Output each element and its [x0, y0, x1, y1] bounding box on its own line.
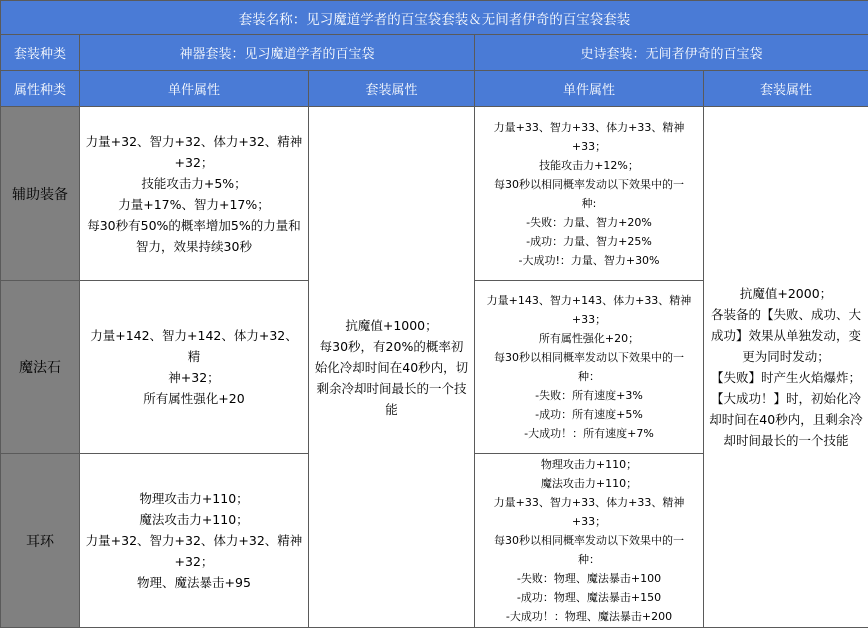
- text-line: 能: [313, 399, 470, 420]
- text-line: 种:: [479, 194, 699, 213]
- epic-earring-attrs: [475, 454, 704, 628]
- row-label-earring: 耳环: [1, 454, 80, 628]
- text-line: 种：: [479, 367, 699, 386]
- text-line: -大成功!：力量、智力+30%: [479, 251, 699, 270]
- text-line: 所有属性强化+20；: [479, 329, 699, 348]
- artifact-earring-attrs: [80, 454, 309, 628]
- artifact-set-attr-header: 套装属性: [309, 71, 475, 107]
- text-line: 每30秒以相同概率发动以下效果中的一: [479, 175, 699, 194]
- text-line: -成功：所有速度+5%: [479, 405, 699, 424]
- text-line: +33；: [479, 512, 699, 531]
- text-line: 技能攻击力+12%；: [479, 156, 699, 175]
- artifact-set-name: 神器套装：见习魔道学者的百宝袋: [80, 35, 475, 71]
- epic-set-bonus: [704, 107, 868, 628]
- text-line: 神+32；: [84, 367, 304, 388]
- artifact-single-attr-header: 单件属性: [80, 71, 309, 107]
- text-line: 技能攻击力+5%；: [84, 173, 304, 194]
- text-line: 物理攻击力+110；: [479, 455, 699, 474]
- row-label-assist: 辅助装备: [1, 107, 80, 281]
- attr-type-label: 属性种类: [1, 71, 80, 107]
- text-line: 力量+142、智力+142、体力+32、精: [84, 325, 304, 367]
- text-line: 却时间最长的一个技能: [708, 430, 864, 451]
- text-line: 力量+33、智力+33、体力+33、精神: [479, 493, 699, 512]
- text-line: 力量+33、智力+33、体力+33、精神: [479, 118, 699, 137]
- text-line: 成功】效果从单独发动，变: [708, 325, 864, 346]
- text-line: 力量+32、智力+32、体力+32、精神: [84, 131, 304, 152]
- text-line: 每30秒，有20%的概率初: [313, 336, 470, 357]
- artifact-magic-stone-attrs: [80, 281, 309, 454]
- text-line: -失败：力量、智力+20%: [479, 213, 699, 232]
- text-line: -失败：所有速度+3%: [479, 386, 699, 405]
- text-line: +32；: [84, 152, 304, 173]
- text-line: 物理攻击力+110；: [84, 488, 304, 509]
- row-label-magic-stone: 魔法石: [1, 281, 80, 454]
- text-line: 力量+143、智力+143、体力+33、精神: [479, 291, 699, 310]
- text-line: -大成功！：物理、魔法暴击+200: [479, 607, 699, 626]
- set-title: 套装名称：见习魔道学者的百宝袋套装＆无间者伊奇的百宝袋套装: [1, 1, 868, 35]
- artifact-assist-attrs: [80, 107, 309, 281]
- text-line: 魔法攻击力+110；: [479, 474, 699, 493]
- epic-single-attr-header: 单件属性: [475, 71, 704, 107]
- text-line: +32；: [84, 551, 304, 572]
- text-line: 【大成功！】时，初始化冷: [708, 388, 864, 409]
- text-line: 力量+17%、智力+17%；: [84, 194, 304, 215]
- text-line: 智力，效果持续30秒: [84, 236, 304, 257]
- text-line: 剩余冷却时间最长的一个技: [313, 378, 470, 399]
- text-line: 【失败】时产生火焰爆炸；: [708, 367, 864, 388]
- epic-set-attr-header: 套装属性: [704, 71, 868, 107]
- text-line: 魔法攻击力+110；: [84, 509, 304, 530]
- set-type-label: 套装种类: [1, 35, 80, 71]
- epic-magic-stone-attrs: [475, 281, 704, 454]
- text-line: 物理、魔法暴击+95: [84, 572, 304, 593]
- text-line: 每30秒有50%的概率增加5%的力量和: [84, 215, 304, 236]
- text-line: 每30秒以相同概率发动以下效果中的一: [479, 531, 699, 550]
- epic-set-name: 史诗套装：无间者伊奇的百宝袋: [475, 35, 868, 71]
- text-line: +33；: [479, 137, 699, 156]
- text-line: 各装备的【失败、成功、大: [708, 304, 864, 325]
- text-line: -成功：物理、魔法暴击+150: [479, 588, 699, 607]
- text-line: 始化冷却时间在40秒内，切: [313, 357, 470, 378]
- epic-assist-attrs: [475, 107, 704, 281]
- text-line: 抗魔值+1000；: [313, 315, 470, 336]
- text-line: 更为同时发动；: [708, 346, 864, 367]
- artifact-set-bonus: [309, 107, 475, 628]
- text-line: -成功：力量、智力+25%: [479, 232, 699, 251]
- text-line: 所有属性强化+20: [84, 388, 304, 409]
- text-line: -大成功！：所有速度+7%: [479, 424, 699, 443]
- text-line: +33；: [479, 310, 699, 329]
- text-line: 种：: [479, 550, 699, 569]
- text-line: 却时间在40秒内，且剩余冷: [708, 409, 864, 430]
- text-line: 抗魔值+2000；: [708, 283, 864, 304]
- text-line: 力量+32、智力+32、体力+32、精神: [84, 530, 304, 551]
- text-line: -失败：物理、魔法暴击+100: [479, 569, 699, 588]
- text-line: 每30秒以相同概率发动以下效果中的一: [479, 348, 699, 367]
